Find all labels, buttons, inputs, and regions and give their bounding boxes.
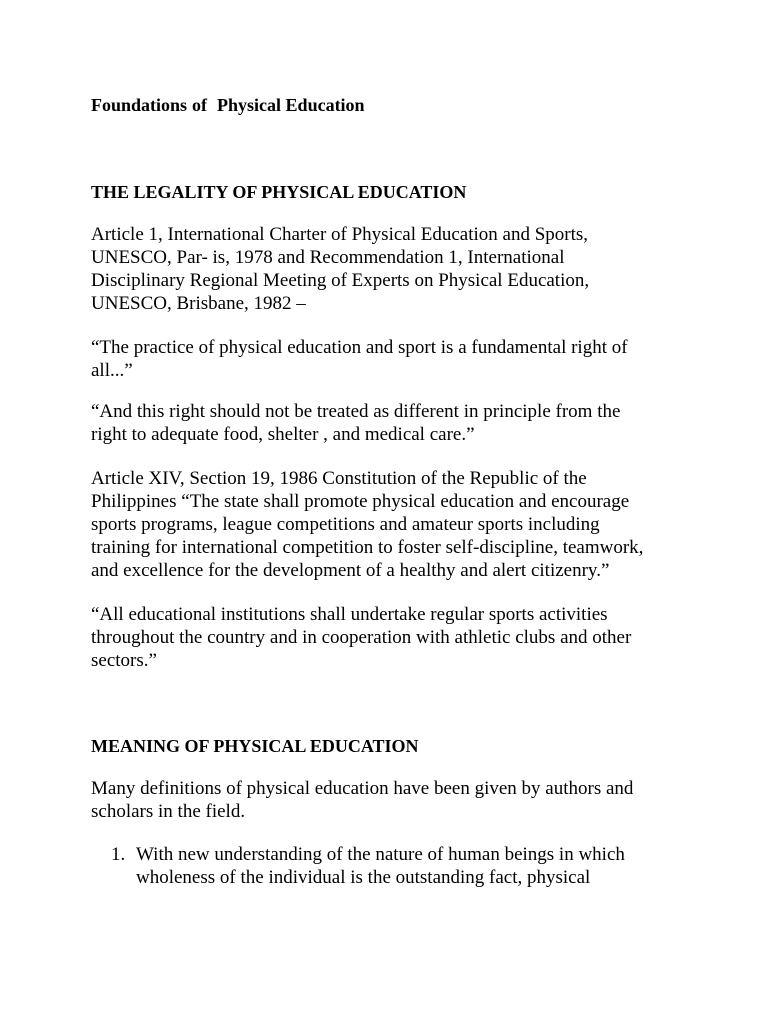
paragraph-definitions <box>91 777 691 823</box>
text-line: sectors.” <box>91 650 157 671</box>
text-line: throughout the country and in cooperation with athletic clubs and other <box>91 627 632 648</box>
text-line: Philippines “The state shall promote physical education and encourage <box>91 491 630 512</box>
text-line: and excellence for the development of a healthy and alert citizenry.” <box>91 560 610 581</box>
text-line: Article 1, International Charter of Physical Education and Sports, <box>91 224 589 245</box>
text-line: “All educational institutions shall undertake regular sports activities <box>91 604 608 625</box>
text-line: scholars in the field. <box>91 801 246 822</box>
section-heading-meaning: MEANING OF PHYSICAL EDUCATION <box>91 736 419 756</box>
text-line: “And this right should not be treated as different in principle from the <box>91 401 621 422</box>
text-line: “The practice of physical education and sport is a fundamental right of <box>91 337 628 358</box>
text-line: UNESCO, Par- is, 1978 and Recommendation 1, International <box>91 247 565 268</box>
list-item-number: 1. <box>111 844 126 865</box>
text-line: With new understanding of the nature of human beings in which <box>136 844 625 865</box>
text-line: right to adequate food, shelter , and medical care.” <box>91 424 475 445</box>
text-line: sports programs, league competitions and amateur sports including <box>91 514 600 535</box>
paragraph-quote-institutions <box>91 603 691 672</box>
list-item-body <box>136 843 625 889</box>
section-heading-legality: THE LEGALITY OF PHYSICAL EDUCATION <box>91 182 467 202</box>
title-part-1: Foundations <box>91 95 188 115</box>
paragraph-quote-principle <box>91 400 691 446</box>
paragraph-article-1 <box>91 223 691 315</box>
text-line: training for international competition to foster self-discipline, teamwork, <box>91 537 644 558</box>
paragraph-article-xiv <box>91 467 691 582</box>
text-line: Disciplinary Regional Meeting of Experts on Physical Education, <box>91 270 590 291</box>
document-title <box>91 94 365 117</box>
text-line: UNESCO, Brisbane, 1982 – <box>91 293 306 314</box>
text-line: all...” <box>91 360 133 381</box>
text-line: wholeness of the individual is the outstanding fact, physical <box>136 867 591 888</box>
title-part-2: Physical Education <box>217 95 365 115</box>
text-line: Many definitions of physical education have been given by authors and <box>91 778 634 799</box>
title-of: of <box>192 95 208 115</box>
text-line: Article XIV, Section 19, 1986 Constitution of the Republic of the <box>91 468 587 489</box>
paragraph-quote-right <box>91 336 691 382</box>
